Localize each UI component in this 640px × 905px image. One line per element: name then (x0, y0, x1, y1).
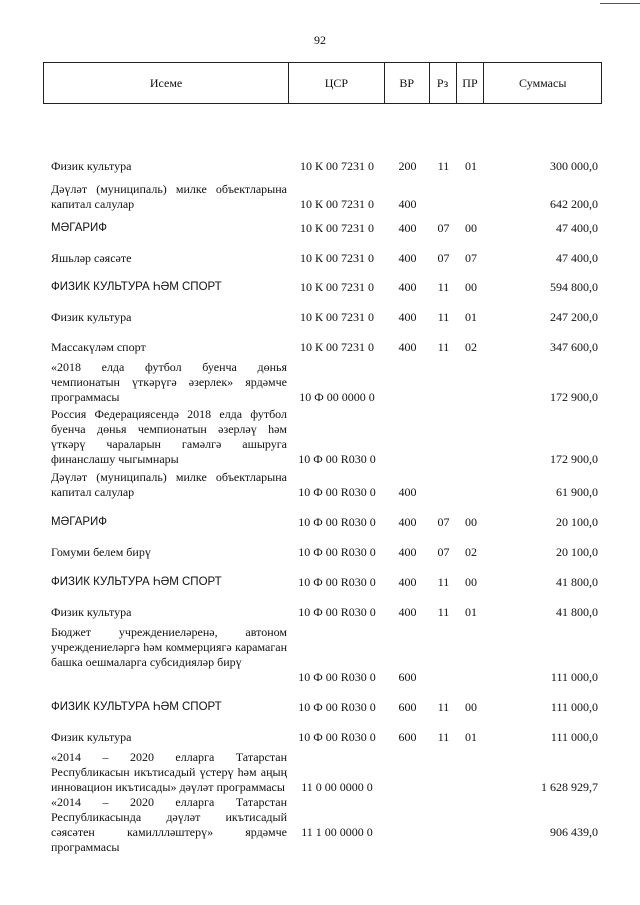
header-name: Исеме (44, 63, 289, 103)
row-sum: 20 100,0 (556, 515, 598, 529)
row-name: Гомуми белем бирү (51, 545, 151, 559)
row-pr: 00 (465, 700, 477, 714)
header-pr: ПР (457, 63, 485, 103)
row-vr (385, 750, 430, 795)
row-csr: 10 Ф 00 R030 0 (298, 515, 376, 529)
row-sum: 906 439,0 (550, 825, 598, 839)
row-sum: 111 000,0 (550, 730, 598, 744)
row-vr: 400 (398, 575, 417, 589)
row-vr: 400 (398, 221, 417, 235)
row-vr: 600 (398, 670, 417, 684)
row-name: ФИЗИК КУЛЬТУРА ҺӘМ СПОРТ (51, 576, 222, 588)
row-csr: 10 К 00 7231 0 (299, 221, 374, 235)
row-rz (430, 182, 457, 212)
row-rz: 07 (437, 221, 450, 235)
row-csr: 10 К 00 7231 0 (299, 310, 374, 324)
row-csr: 10 Ф 00 R030 0 (298, 605, 376, 619)
row-pr: 01 (465, 159, 477, 173)
row-vr (385, 407, 430, 467)
row-vr: 400 (398, 197, 417, 211)
row-name: Дәүләт (муниципаль) милке объектларына капитал салулар (51, 470, 287, 499)
budget-table (43, 62, 602, 854)
row-vr: 400 (398, 340, 417, 354)
row-name: Физик культура (51, 159, 132, 173)
row-name: Яшьләр сәясәте (51, 251, 132, 265)
row-pr (457, 750, 485, 795)
row-pr: 00 (465, 221, 477, 235)
row-name: «2018 елда футбол буенча дөнья чемпионатын үткәрүгә әзерлек» ярдәмче программасы (51, 360, 287, 404)
row-rz: 11 (437, 159, 450, 173)
header-rz: Рз (430, 63, 457, 103)
row-sum: 642 200,0 (550, 197, 598, 211)
row-vr: 200 (398, 159, 417, 173)
table-row (43, 251, 602, 266)
corner-mark (600, 0, 640, 4)
table-row (43, 545, 602, 560)
row-pr: 01 (465, 730, 477, 744)
row-csr: 10 К 00 7231 0 (299, 251, 374, 265)
row-rz (430, 750, 457, 795)
row-sum: 111 000,0 (550, 700, 598, 714)
row-sum: 172 900,0 (550, 390, 598, 404)
row-sum: 347 600,0 (550, 340, 598, 354)
row-name: Массакүләм спорт (51, 340, 146, 354)
row-pr (457, 625, 485, 685)
row-csr: 10 Ф 00 R030 0 (298, 545, 376, 559)
row-name: Физик культура (51, 310, 132, 324)
table-row (43, 407, 602, 467)
table-row (43, 730, 602, 745)
row-csr: 10 Ф 00 R030 0 (298, 670, 376, 684)
row-pr (457, 360, 485, 405)
table-row (43, 360, 602, 405)
row-rz: 11 (437, 310, 450, 324)
table-row (43, 159, 602, 174)
row-name: Дәүләт (муниципаль) милке объектларына капитал салулар (51, 182, 287, 211)
row-csr: 10 К 00 7231 0 (299, 197, 374, 211)
row-vr: 400 (398, 515, 417, 529)
table-row (43, 221, 602, 236)
row-csr: 10 К 00 7231 0 (299, 159, 374, 173)
table-row (43, 280, 602, 295)
row-vr: 600 (398, 700, 417, 714)
row-rz: 11 (437, 575, 450, 589)
header-vr: ВР (385, 63, 430, 103)
row-sum: 41 800,0 (556, 605, 598, 619)
row-rz: 07 (437, 251, 450, 265)
row-csr: 10 Ф 00 R030 0 (298, 485, 376, 499)
row-name: Бюджет учреждениеләренә, автоном учреждениеләргә һәм коммерциягә карамаган башка оешмаларга субсидияләр бирү (51, 625, 287, 669)
table-row (43, 515, 602, 530)
row-pr: 00 (465, 515, 477, 529)
row-pr: 01 (465, 605, 477, 619)
row-csr: 10 Ф 00 0000 0 (299, 390, 375, 404)
row-rz (430, 407, 457, 467)
row-vr: 600 (398, 730, 417, 744)
row-csr: 10 Ф 00 R030 0 (298, 700, 376, 714)
row-csr: 11 1 00 0000 0 (301, 825, 373, 839)
row-sum: 300 000,0 (550, 159, 598, 173)
row-sum: 47 400,0 (556, 251, 598, 265)
table-row (43, 182, 602, 212)
row-vr (385, 795, 430, 840)
row-vr: 400 (398, 545, 417, 559)
row-name: Россия Федерациясендә 2018 елда футбол буенча дөнья чемпионатын әзерләү һәм үткәрү чараларын гамәлгә ашыруга финанслашу чыгымнары (51, 407, 287, 466)
row-pr (457, 182, 485, 212)
row-pr (457, 470, 485, 500)
row-pr: 02 (465, 545, 477, 559)
row-sum: 247 200,0 (550, 310, 598, 324)
table-row (43, 340, 602, 355)
row-csr: 10 К 00 7231 0 (299, 280, 374, 294)
header-csr: ЦСР (289, 63, 385, 103)
table-row (43, 575, 602, 590)
row-rz: 11 (437, 340, 450, 354)
row-name: МӘГАРИФ (51, 516, 108, 528)
table-row (43, 605, 602, 620)
row-vr (385, 360, 430, 405)
table-row (43, 795, 602, 854)
header-sum: Суммасы (519, 75, 567, 90)
row-pr: 02 (465, 340, 477, 354)
table-row (43, 625, 602, 685)
row-sum: 111 000,0 (550, 670, 598, 684)
row-name: «2014 – 2020 елларга Татарстан Республикасын икътисадый үстерү һәм аңың инновацион икътисады» дәүләт программасы (51, 750, 287, 794)
row-csr: 10 Ф 00 R030 0 (298, 730, 376, 744)
row-pr (457, 407, 485, 467)
row-rz: 11 (437, 730, 450, 744)
row-name: ФИЗИК КУЛЬТУРА ҺӘМ СПОРТ (51, 701, 222, 713)
row-sum: 41 800,0 (556, 575, 598, 589)
row-pr: 07 (465, 251, 477, 265)
row-rz: 07 (437, 545, 450, 559)
table-header (43, 62, 602, 104)
row-rz (430, 625, 457, 685)
row-rz (430, 470, 457, 500)
row-vr: 400 (398, 605, 417, 619)
row-pr: 00 (465, 575, 477, 589)
row-vr: 400 (398, 280, 417, 294)
row-vr: 400 (398, 251, 417, 265)
row-rz: 11 (437, 280, 450, 294)
row-pr: 01 (465, 310, 477, 324)
row-vr: 400 (398, 310, 417, 324)
row-name: Физик культура (51, 605, 132, 619)
row-sum: 47 400,0 (556, 221, 598, 235)
table-row (43, 700, 602, 715)
row-name: Физик культура (51, 730, 132, 744)
row-csr: 10 Ф 00 R030 0 (298, 452, 376, 466)
row-csr: 11 0 00 0000 0 (301, 780, 373, 794)
row-rz: 07 (437, 515, 450, 529)
row-csr: 10 Ф 00 R030 0 (298, 575, 376, 589)
row-rz: 11 (437, 605, 450, 619)
row-sum: 594 800,0 (550, 280, 598, 294)
row-vr: 400 (398, 485, 417, 499)
row-csr: 10 К 00 7231 0 (299, 340, 374, 354)
table-row (43, 750, 602, 795)
row-rz (430, 795, 457, 840)
row-name: «2014 – 2020 елларга Татарстан Республикасында дәүләт икътисадый сәясәтен камиллләштерү» ярдәмче программасы (51, 795, 287, 854)
row-pr (457, 795, 485, 840)
row-sum: 172 900,0 (550, 452, 598, 466)
page-number: 92 (314, 33, 326, 47)
row-name: ФИЗИК КУЛЬТУРА ҺӘМ СПОРТ (51, 281, 222, 293)
row-sum: 1 628 929,7 (541, 780, 598, 794)
row-sum: 61 900,0 (556, 485, 598, 499)
table-row (43, 470, 602, 500)
row-rz: 11 (437, 700, 450, 714)
row-rz (430, 360, 457, 405)
table-row (43, 310, 602, 325)
row-sum: 20 100,0 (556, 545, 598, 559)
row-name: МӘГАРИФ (51, 222, 108, 234)
row-pr: 00 (465, 280, 477, 294)
